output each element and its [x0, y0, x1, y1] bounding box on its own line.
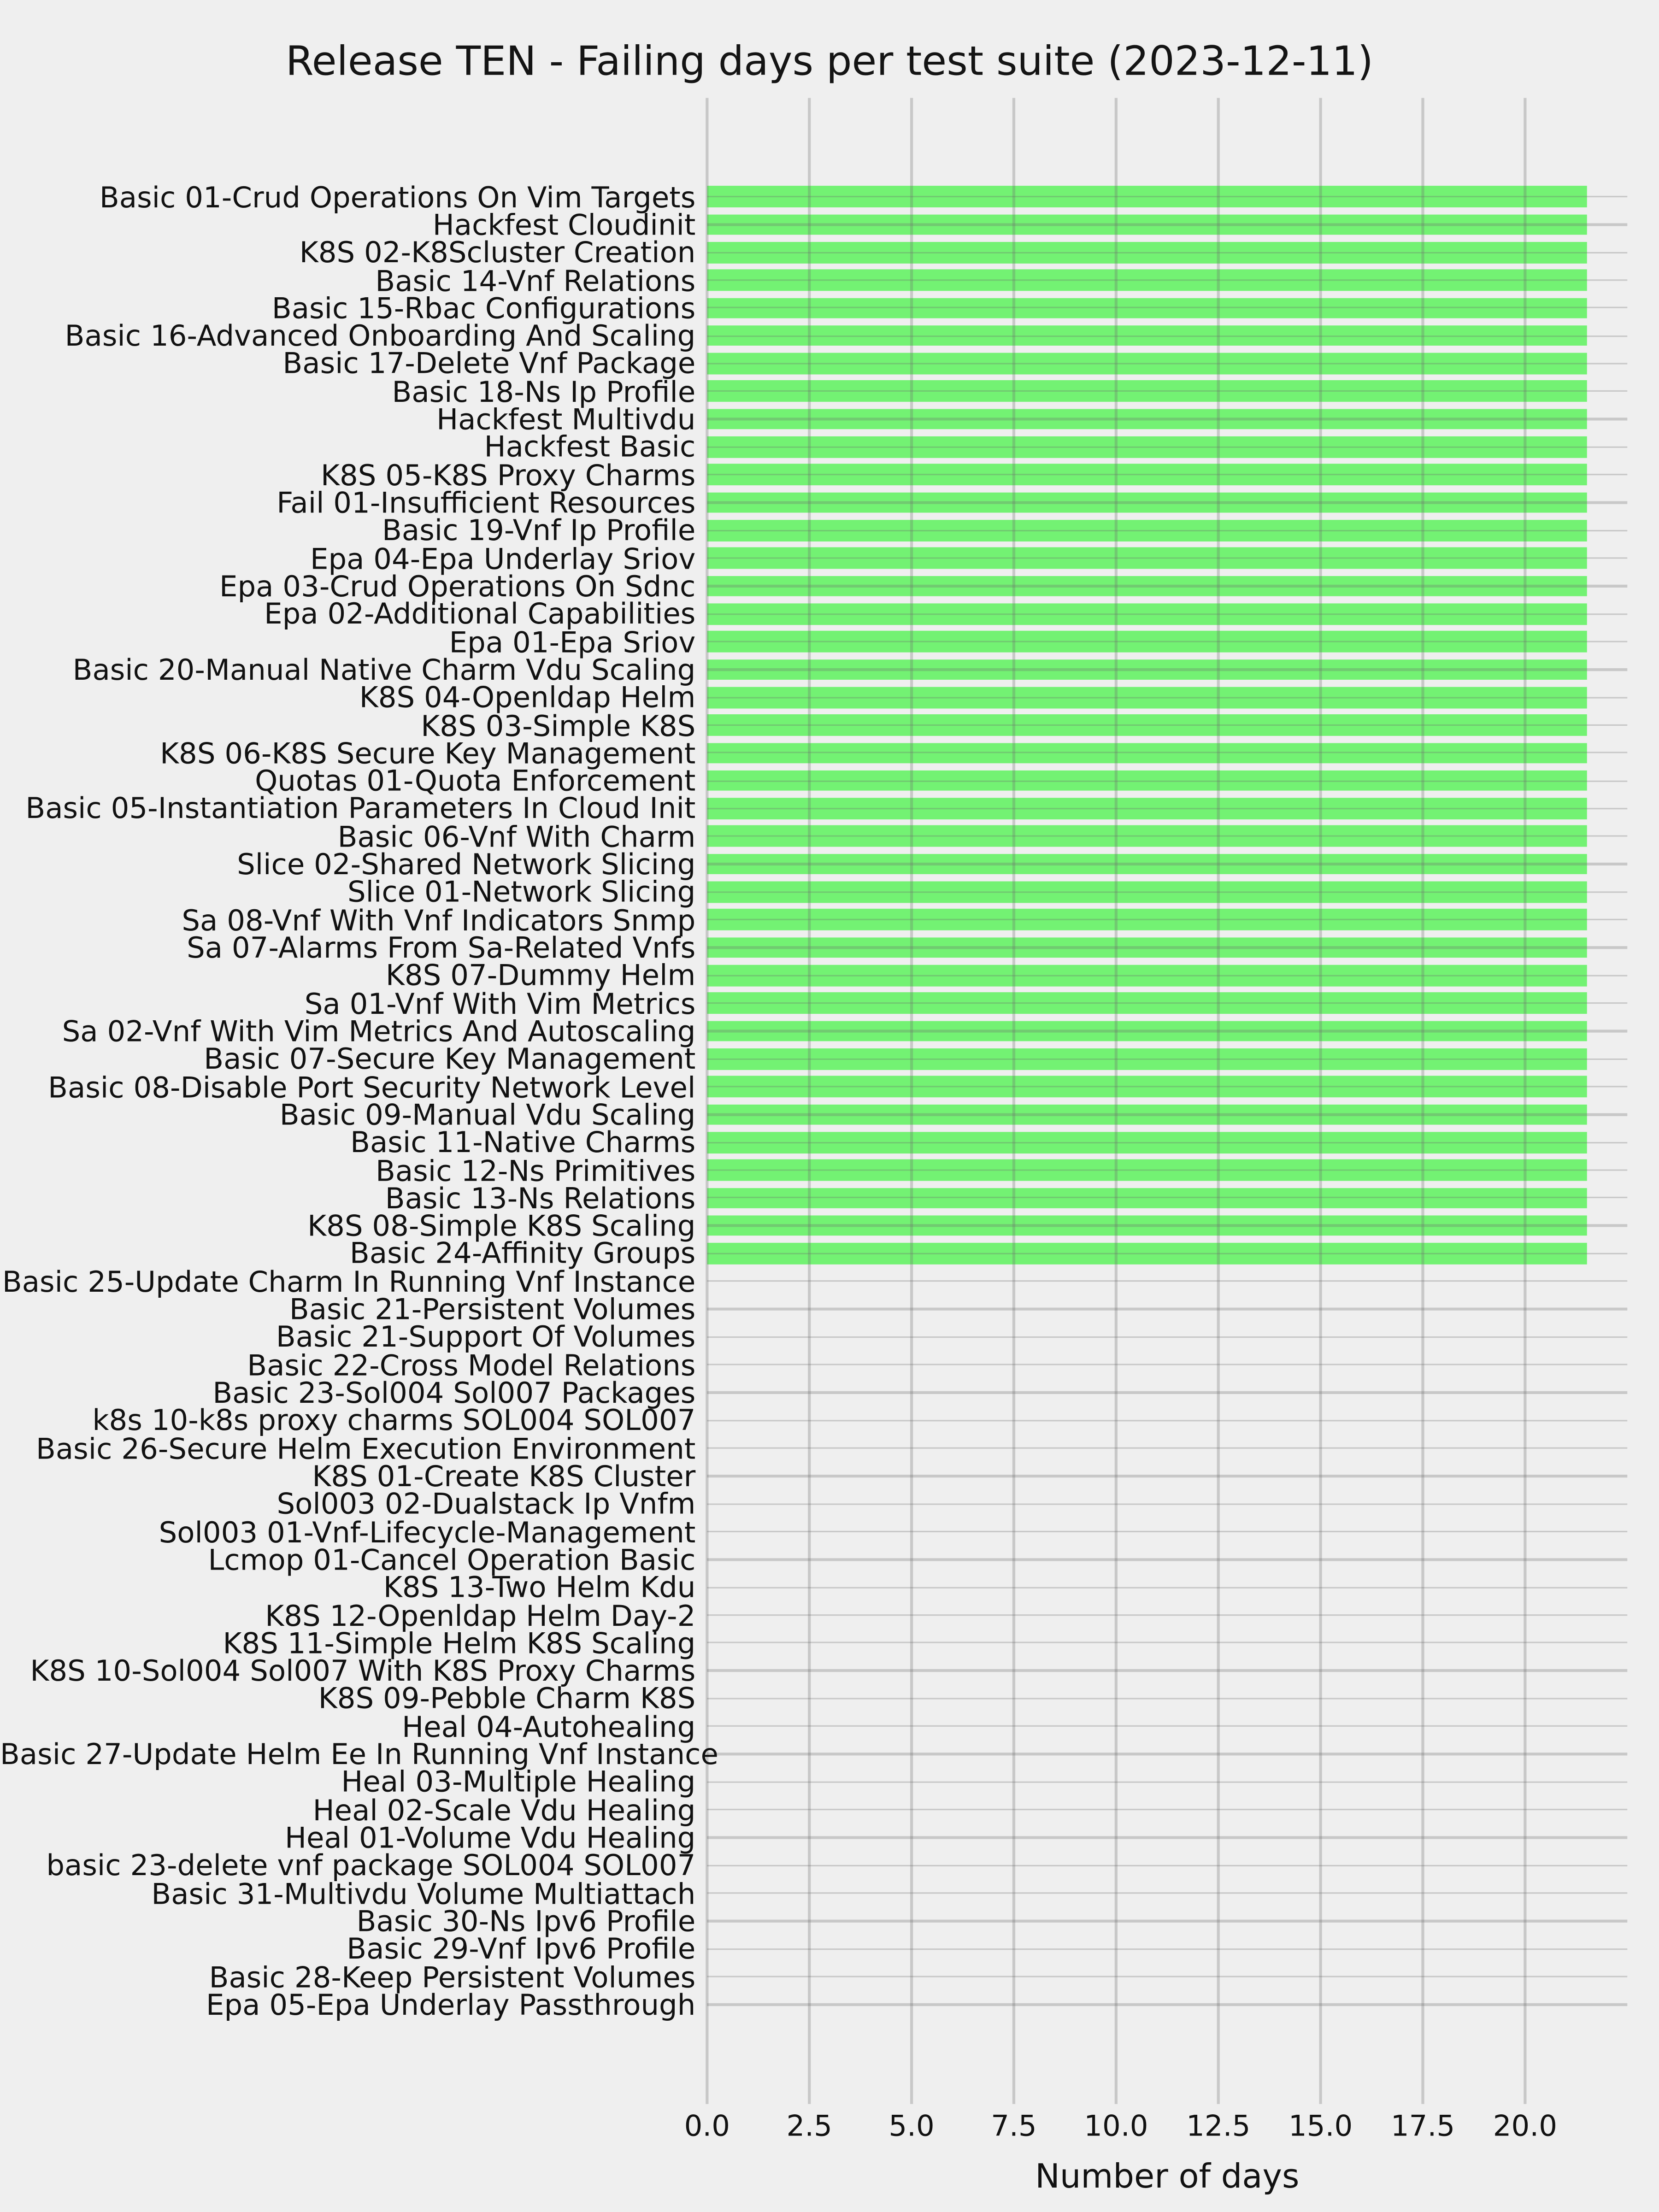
y-axis-label: Basic 24-Affinity Groups	[349, 1236, 696, 1271]
y-axis-label: Basic 19-Vnf Ip Profile	[382, 513, 696, 548]
y-axis-label: Basic 17-Delete Vnf Package	[282, 346, 696, 381]
h-gridline	[707, 2004, 1627, 2006]
h-gridline	[707, 780, 1627, 782]
y-axis-label: k8s 10-k8s proxy charms SOL004 SOL007	[92, 1403, 696, 1438]
plot-area	[707, 98, 1627, 2104]
y-axis-label: Basic 05-Instantiation Parameters In Cloud Init	[25, 791, 696, 826]
h-gridline	[707, 1948, 1627, 1950]
y-axis-label: K8S 12-Openldap Helm Day-2	[265, 1598, 696, 1633]
h-gridline	[707, 1809, 1627, 1811]
chart-title: Release TEN - Failing days per test suite (2023-12-11)	[285, 37, 1374, 85]
h-gridline	[707, 1058, 1627, 1060]
y-axis-label: K8S 06-K8S Secure Key Management	[160, 735, 696, 771]
x-tick-label: 15.0	[1288, 2108, 1353, 2143]
y-axis-label: Basic 22-Cross Model Relations	[247, 1347, 696, 1382]
y-axis-label: Basic 18-Ns Ip Profile	[392, 374, 696, 409]
v-gridline	[808, 98, 810, 2104]
y-axis-label: Basic 28-Keep Persistent Volumes	[209, 1959, 696, 1994]
h-gridline	[707, 1225, 1627, 1227]
x-tick-label: 12.5	[1186, 2108, 1251, 2143]
h-gridline	[707, 724, 1627, 726]
h-gridline	[707, 1920, 1627, 1922]
x-axis-title: Number of days	[1035, 2159, 1300, 2196]
h-gridline	[707, 1836, 1627, 1838]
h-gridline	[707, 1725, 1627, 1727]
h-gridline	[707, 529, 1627, 531]
y-axis-label: Basic 14-Vnf Relations	[375, 263, 696, 298]
h-gridline	[707, 669, 1627, 671]
y-axis-label: Hackfest Cloudinit	[432, 207, 696, 242]
x-tick-label: 20.0	[1493, 2108, 1557, 2143]
h-gridline	[707, 307, 1627, 309]
y-axis-label: Fail 01-Insufficient Resources	[276, 485, 696, 520]
h-gridline	[707, 696, 1627, 698]
h-gridline	[707, 502, 1627, 504]
h-gridline	[707, 752, 1627, 754]
h-gridline	[707, 1781, 1627, 1783]
h-gridline	[707, 1086, 1627, 1088]
h-gridline	[707, 1586, 1627, 1588]
y-axis-label: K8S 01-Create K8S Cluster	[312, 1459, 696, 1494]
y-axis-label: Basic 21-Persistent Volumes	[289, 1292, 696, 1327]
y-axis-label: K8S 09-Pebble Charm K8S	[318, 1681, 696, 1716]
y-axis-label: Basic 31-Multivdu Volume Multiattach	[151, 1876, 696, 1911]
y-axis-label: Basic 20-Manual Native Charm Vdu Scaling	[72, 652, 696, 687]
h-gridline	[707, 919, 1627, 921]
y-axis-label: Basic 30-Ns Ipv6 Profile	[356, 1904, 696, 1939]
v-gridline	[1115, 98, 1117, 2104]
h-gridline	[707, 1030, 1627, 1032]
h-gridline	[707, 1197, 1627, 1199]
y-axis-label: Sol003 01-Vnf-Lifecycle-Management	[159, 1514, 696, 1549]
h-gridline	[707, 252, 1627, 253]
h-gridline	[707, 279, 1627, 281]
x-tick-label: 10.0	[1084, 2108, 1148, 2143]
y-axis-label: Heal 02-Scale Vdu Healing	[312, 1792, 696, 1827]
h-gridline	[707, 1392, 1627, 1394]
v-gridline	[1218, 98, 1219, 2104]
h-gridline	[707, 1447, 1627, 1449]
h-gridline	[707, 1642, 1627, 1644]
y-axis-label: K8S 03-Simple K8S	[421, 707, 696, 742]
h-gridline	[707, 1865, 1627, 1866]
y-axis-label: Hackfest Multivdu	[436, 402, 696, 437]
y-axis-label: Heal 01-Volume Vdu Healing	[284, 1820, 696, 1855]
h-gridline	[707, 808, 1627, 810]
h-gridline	[707, 835, 1627, 837]
y-axis-label: K8S 08-Simple K8S Scaling	[307, 1208, 696, 1243]
h-gridline	[707, 446, 1627, 448]
x-tick-label: 2.5	[786, 2108, 832, 2143]
h-gridline	[707, 1419, 1627, 1421]
y-axis-label: Slice 01-Network Slicing	[347, 875, 696, 910]
x-tick-label: 7.5	[991, 2108, 1037, 2143]
y-axis-label: Basic 29-Vnf Ipv6 Profile	[347, 1931, 696, 1966]
h-gridline	[707, 557, 1627, 559]
y-axis-label: basic 23-delete vnf package SOL004 SOL007	[46, 1848, 696, 1883]
h-gridline	[707, 1614, 1627, 1616]
h-gridline	[707, 474, 1627, 476]
h-gridline	[707, 613, 1627, 615]
h-gridline	[707, 1141, 1627, 1143]
v-gridline	[1524, 98, 1526, 2104]
h-gridline	[707, 390, 1627, 392]
h-gridline	[707, 1336, 1627, 1338]
h-gridline	[707, 1503, 1627, 1505]
y-axis-label: Basic 26-Secure Helm Execution Environment	[35, 1431, 696, 1466]
v-gridline	[911, 98, 912, 2104]
y-axis-label: Sa 07-Alarms From Sa-Related Vnfs	[187, 930, 696, 965]
h-gridline	[707, 641, 1627, 642]
h-gridline	[707, 947, 1627, 948]
h-gridline	[707, 363, 1627, 365]
y-axis-label: K8S 11-Simple Helm K8S Scaling	[223, 1625, 696, 1660]
y-axis-label: Epa 04-Epa Underlay Sriov	[310, 541, 696, 576]
y-axis-label: Basic 07-Secure Key Management	[204, 1041, 696, 1077]
h-gridline	[707, 1698, 1627, 1700]
y-axis-label: Basic 23-Sol004 Sol007 Packages	[212, 1375, 696, 1410]
h-gridline	[707, 1670, 1627, 1671]
h-gridline	[707, 891, 1627, 893]
h-gridline	[707, 1280, 1627, 1282]
y-axis-label: Basic 16-Advanced Onboarding And Scaling	[65, 318, 696, 353]
x-tick-label: 0.0	[684, 2108, 730, 2143]
y-axis-label: Sol003 02-Dualstack Ip Vnfm	[276, 1486, 696, 1521]
h-gridline	[707, 1531, 1627, 1533]
h-gridline	[707, 196, 1627, 198]
y-axis-label: Basic 08-Disable Port Security Network Level	[48, 1069, 696, 1104]
y-axis-label: Sa 01-Vnf With Vim Metrics	[304, 986, 696, 1021]
h-gridline	[707, 1753, 1627, 1755]
y-axis-label: Epa 02-Additional Capabilities	[264, 596, 696, 631]
h-gridline	[707, 1364, 1627, 1366]
y-axis-label: Sa 02-Vnf With Vim Metrics And Autoscaling	[62, 1013, 696, 1048]
y-axis-label: Basic 11-Native Charms	[350, 1125, 696, 1160]
y-axis-label: Basic 09-Manual Vdu Scaling	[279, 1097, 696, 1132]
h-gridline	[707, 863, 1627, 865]
v-gridline	[1320, 98, 1322, 2104]
v-gridline	[706, 98, 708, 2104]
y-axis-label: Basic 27-Update Helm Ee In Running Vnf Instance	[0, 1736, 718, 1771]
y-axis-label: Heal 03-Multiple Healing	[341, 1765, 696, 1800]
h-gridline	[707, 1253, 1627, 1254]
h-gridline	[707, 1892, 1627, 1894]
y-axis-label: Basic 15-Rbac Configurations	[271, 290, 696, 325]
y-axis-label: Basic 01-Crud Operations On Vim Targets	[99, 179, 696, 214]
y-axis-label: Basic 06-Vnf With Charm	[337, 819, 696, 854]
h-gridline	[707, 335, 1627, 337]
y-axis-label: Epa 01-Epa Sriov	[449, 624, 696, 659]
v-gridline	[1013, 98, 1015, 2104]
y-axis-label: Epa 05-Epa Underlay Passthrough	[206, 1987, 696, 2022]
h-gridline	[707, 1169, 1627, 1171]
h-gridline	[707, 1113, 1627, 1115]
y-axis-label: K8S 07-Dummy Helm	[385, 958, 696, 993]
h-gridline	[707, 1976, 1627, 1977]
y-axis-label: Basic 13-Ns Relations	[385, 1180, 696, 1215]
y-axis-label: K8S 04-Openldap Helm	[359, 680, 696, 715]
h-gridline	[707, 1475, 1627, 1477]
h-gridline	[707, 585, 1627, 587]
h-gridline	[707, 1308, 1627, 1310]
h-gridline	[707, 1559, 1627, 1560]
y-axis-label: Hackfest Basic	[484, 429, 696, 465]
y-axis-label: Basic 12-Ns Primitives	[375, 1153, 696, 1188]
y-axis-label: Slice 02-Shared Network Slicing	[237, 847, 696, 882]
h-gridline	[707, 418, 1627, 420]
h-gridline	[707, 224, 1627, 225]
y-axis-label: K8S 13-Two Helm Kdu	[383, 1570, 696, 1605]
y-axis-label: Quotas 01-Quota Enforcement	[255, 763, 696, 798]
y-axis-label: Basic 21-Support Of Volumes	[276, 1319, 696, 1354]
v-gridline	[1422, 98, 1424, 2104]
y-axis-label: K8S 10-Sol004 Sol007 With K8S Proxy Charms	[30, 1653, 696, 1688]
y-axis-label: Basic 25-Update Charm In Running Vnf Instance	[2, 1264, 696, 1299]
h-gridline	[707, 975, 1627, 977]
y-axis-label: Epa 03-Crud Operations On Sdnc	[219, 569, 696, 604]
x-tick-label: 5.0	[888, 2108, 935, 2143]
y-axis-label: Heal 04-Autohealing	[402, 1709, 696, 1744]
y-axis-label: Lcmop 01-Cancel Operation Basic	[208, 1542, 696, 1577]
y-axis-label: K8S 02-K8Scluster Creation	[299, 235, 696, 270]
h-gridline	[707, 1002, 1627, 1004]
y-axis-label: Sa 08-Vnf With Vnf Indicators Snmp	[182, 902, 696, 937]
x-tick-label: 17.5	[1390, 2108, 1455, 2143]
y-axis-label: K8S 05-K8S Proxy Charms	[321, 457, 696, 492]
